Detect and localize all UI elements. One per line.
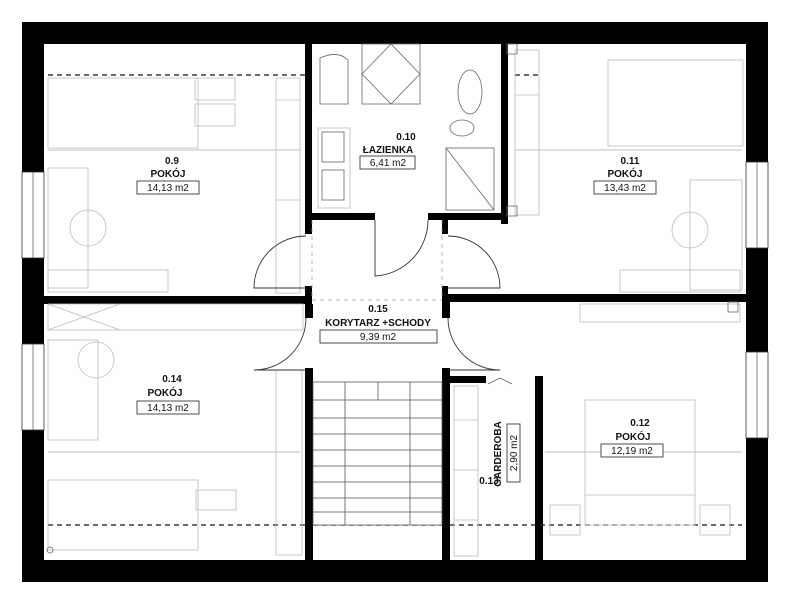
room-area: 13,43 m2 [604, 183, 646, 194]
room-name: KORYTARZ +SCHODY [325, 318, 431, 329]
room-number: 0.15 [368, 304, 388, 315]
room-number: 0.10 [396, 132, 416, 143]
room-0-14-furniture [48, 304, 303, 555]
room-name: GARDEROBA [493, 421, 504, 487]
room-label-0-15 [320, 304, 437, 343]
room-area: 2,90 m2 [509, 434, 520, 472]
room-name: POKÓJ [607, 169, 643, 180]
room-number: 0.14 [162, 374, 182, 385]
bathroom-fixtures [318, 44, 494, 210]
room-number: 0.11 [620, 156, 640, 167]
room-name: POKÓJ [150, 169, 186, 180]
room-name: ŁAZIENKA [362, 145, 414, 156]
room-label-0-12 [601, 418, 663, 457]
room-label-0-9 [137, 156, 199, 194]
room-area: 9,39 m2 [359, 332, 397, 343]
staircase [313, 382, 442, 525]
room-label-0-10 [360, 132, 416, 169]
room-area: 14,13 m2 [147, 183, 189, 194]
room-label-0-13 [479, 421, 520, 487]
room-label-0-11 [594, 156, 656, 194]
room-area: 12,19 m2 [611, 446, 653, 457]
room-area: 6,41 m2 [369, 158, 407, 169]
room-number: 0.12 [630, 418, 650, 429]
room-number: 0.13 [479, 476, 499, 487]
room-name: POKÓJ [147, 388, 183, 399]
room-name: POKÓJ [615, 432, 651, 443]
room-area: 14,13 m2 [147, 403, 189, 414]
room-label-0-14 [137, 374, 199, 414]
room-number: 0.9 [165, 156, 179, 167]
